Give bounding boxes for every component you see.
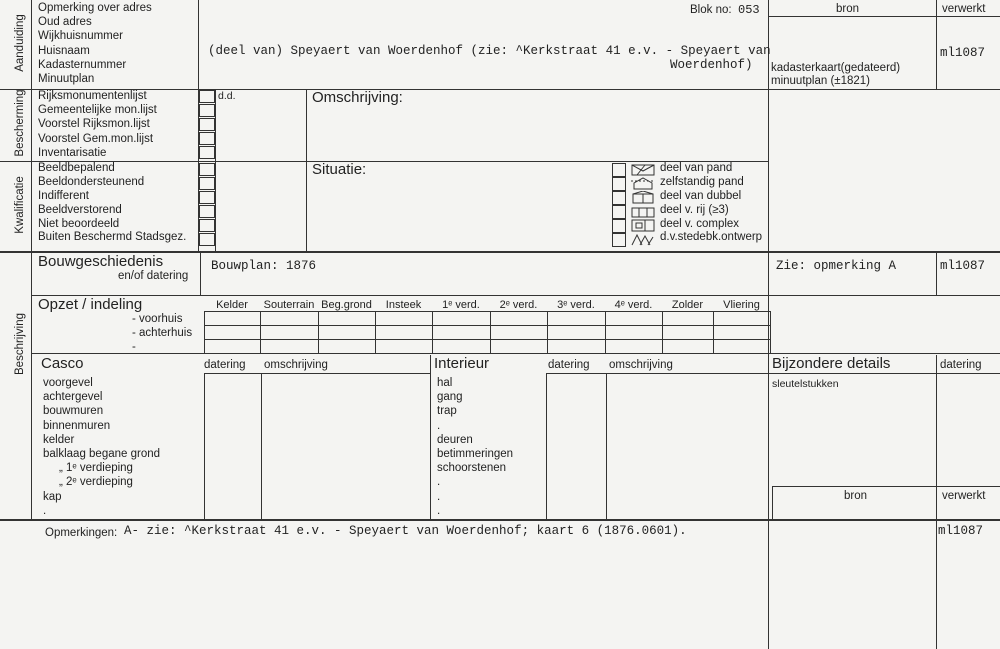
bron-footer-topline: [772, 486, 1000, 487]
opzet-cell[interactable]: [260, 325, 319, 340]
opmerkingen-verwerkt-divider: [936, 520, 937, 649]
verwerkt-header: verwerkt: [942, 3, 986, 15]
kwalificatie-item: Buiten Beschermd Stadsgez.: [38, 231, 187, 244]
opzet-cell[interactable]: [318, 339, 376, 354]
beschrijving-bottom-line: [0, 519, 1000, 521]
verwerkt-column-divider: [936, 0, 937, 89]
opzet-cell[interactable]: [260, 339, 319, 354]
casco-item: „ 2ᵉ verdieping: [59, 476, 133, 489]
opzet-cell[interactable]: [204, 325, 261, 340]
aanduiding-item: Minuutplan: [38, 72, 95, 85]
opzet-column-header: Kelder: [216, 299, 248, 311]
casco-header-underline: [204, 373, 430, 374]
dd-column-line-left: [215, 89, 216, 251]
interieur-item: schoorstenen: [437, 462, 507, 475]
bron-header-underline: [768, 16, 1000, 17]
dd-label: d.d.: [218, 90, 236, 102]
zelfstandig-pand-icon: [631, 177, 655, 190]
opzet-row-achterhuis: - achterhuis: [132, 327, 193, 339]
opzet-column-header: Zolder: [671, 299, 704, 311]
huisnaam-value-line1: (deel van) Speyaert van Woerdenhof (zie: ^Kerkstraat 41 e.v. - Speyaert van: [208, 44, 771, 58]
casco-datering-left: [204, 373, 205, 519]
opmerkingen-text: A- zie: ^Kerkstraat 41 e.v. - Speyaert van Woerdenhof; kaart 6 (1876.0601).: [124, 524, 687, 538]
checkbox-buiten-beschermd[interactable]: [199, 233, 215, 246]
bijzondere-datering-header: datering: [940, 359, 982, 371]
section-label-aanduiding: Aanduiding: [14, 14, 26, 72]
checkbox-zelfstandig-pand[interactable]: [612, 177, 626, 191]
checkbox-deel-v-rij[interactable]: [612, 205, 626, 219]
opzet-cell[interactable]: [432, 339, 491, 354]
left-section-divider: [31, 0, 32, 520]
bouw-verwerkt-divider: [936, 252, 937, 296]
interieur-item: hal: [437, 377, 453, 389]
situatie-list: [660, 162, 762, 245]
casco-item: binnenmuren: [43, 419, 111, 432]
section-label-beschrijving: Beschrijving: [14, 313, 26, 375]
bron-header: bron: [836, 3, 860, 15]
opzet-cell[interactable]: [662, 311, 714, 326]
bron-footer-label: bron: [844, 490, 868, 502]
kwalificatie-item: Niet beoordeeld: [38, 217, 120, 230]
opzet-cell[interactable]: [662, 339, 714, 354]
casco-item: achtergevel: [43, 391, 103, 404]
interieur-item: .: [437, 490, 441, 503]
zie-opmerking-value: Zie: opmerking A: [776, 259, 897, 273]
checkbox-voorstel-gem[interactable]: [199, 132, 215, 145]
opzet-cell[interactable]: [432, 325, 491, 340]
opzet-cell[interactable]: [318, 311, 376, 326]
opmerkingen-label: Opmerkingen:: [45, 527, 118, 539]
checkbox-deel-van-pand[interactable]: [612, 163, 626, 177]
casco-omschrijving-right: [430, 355, 431, 519]
bescherming-item: Voorstel Rijksmon.lijst: [38, 118, 150, 131]
opzet-cell[interactable]: [713, 339, 771, 354]
deel-v-complex-icon: [631, 219, 655, 232]
opzet-column-header: Souterrain: [263, 299, 315, 311]
opzet-cell[interactable]: [490, 325, 548, 340]
opzet-cell[interactable]: [490, 311, 548, 326]
verwerkt-opmerkingen: ml1087: [938, 524, 984, 538]
bron-footer-left: [772, 486, 773, 519]
checkbox-indifferent[interactable]: [199, 191, 215, 204]
blok-value: 053: [738, 3, 760, 17]
deel-van-pand-icon: [631, 163, 655, 176]
checkbox-deel-v-complex[interactable]: [612, 219, 626, 233]
interieur-item: .: [437, 476, 441, 489]
aanduiding-item: Oud adres: [38, 16, 92, 29]
huisnaam-value-line2: Woerdenhof): [670, 58, 753, 72]
checkbox-beeldbepalend[interactable]: [199, 163, 215, 176]
checkbox-beeldverstorend[interactable]: [199, 205, 215, 218]
bouwgeschiedenis-bottom-line: [31, 295, 1000, 296]
opzet-cell[interactable]: [713, 325, 771, 340]
interieur-list: [437, 376, 513, 518]
opzet-column-header: 1ᵉ verd.: [442, 299, 480, 311]
opzet-cell[interactable]: [547, 311, 606, 326]
checkbox-niet-beoordeeld[interactable]: [199, 219, 215, 232]
aanduiding-item: Kadasternummer: [38, 58, 127, 71]
bescherming-item: Rijksmonumentenlijst: [38, 90, 147, 102]
kwalificatie-item: Indifferent: [38, 189, 89, 202]
opzet-cell[interactable]: [662, 325, 714, 340]
deel-van-dubbel-icon: [631, 191, 655, 204]
opzet-cell[interactable]: [375, 311, 433, 326]
interieur-item: .: [437, 504, 441, 517]
aanduiding-list: [38, 1, 152, 86]
kwalificatie-item: Beeldverstorend: [38, 203, 122, 216]
opzet-column-header: 2ᵉ verd.: [499, 299, 538, 311]
bouwplan-value: Bouwplan: 1876: [211, 259, 317, 273]
casco-item: bouwmuren: [43, 405, 104, 418]
casco-item: „ 1ᵉ verdieping: [59, 462, 133, 475]
opzet-cell[interactable]: [204, 339, 261, 354]
opzet-cell[interactable]: [547, 339, 606, 354]
opzet-cell[interactable]: [375, 325, 433, 340]
kwalificatie-item: Beeldbepalend: [38, 162, 115, 174]
situatie-label: Situatie:: [312, 161, 367, 178]
opzet-cell[interactable]: [713, 311, 771, 326]
opzet-cell[interactable]: [605, 339, 663, 354]
stedebouwkundig-ontwerp-icon: [631, 233, 655, 246]
bescherming-list: [38, 89, 157, 160]
checkbox-stedebouwkundig-ontwerp[interactable]: [612, 233, 626, 247]
opzet-label: Opzet / indeling: [38, 296, 143, 313]
aanduiding-item: Huisnaam: [38, 44, 90, 57]
aanduiding-item: Wijkhuisnummer: [38, 30, 123, 43]
bijzondere-header-underline: [768, 373, 1000, 374]
opzet-row-empty: -: [132, 341, 136, 353]
opzet-cell[interactable]: [605, 311, 663, 326]
casco-item: kap: [43, 490, 62, 503]
situatie-item: deel v. rij (≥3): [660, 203, 729, 216]
interieur-datering-right: [606, 373, 607, 519]
omschrijving-label: Omschrijving:: [312, 89, 403, 106]
casco-item: balklaag begane grond: [43, 447, 161, 460]
section-label-bescherming: Bescherming: [14, 89, 26, 157]
kwalificatie-item: Beeldondersteunend: [38, 175, 145, 188]
bouw-label-divider: [200, 252, 201, 296]
bouwgeschiedenis-label: Bouwgeschiedenis: [38, 253, 164, 270]
casco-list: [43, 376, 160, 518]
interieur-item: trap: [437, 405, 457, 418]
interieur-header-underline: [546, 373, 768, 374]
blok-label: Blok no:: [690, 4, 732, 16]
deel-v-rij-icon: [631, 205, 655, 218]
opzet-cell[interactable]: [375, 339, 433, 354]
checkbox-gemeentelijk[interactable]: [199, 104, 215, 117]
interieur-item: gang: [437, 391, 463, 404]
casco-item: kelder: [43, 433, 75, 446]
opzet-cell[interactable]: [204, 311, 261, 326]
opzet-cell[interactable]: [547, 325, 606, 340]
interieur-item: betimmeringen: [437, 447, 514, 460]
opzet-column-header: Vliering: [723, 299, 760, 311]
casco-label: Casco: [41, 355, 84, 372]
section-label-kwalificatie: Kwalificatie: [14, 176, 26, 234]
checkbox-voorstel-rijks[interactable]: [199, 118, 215, 131]
opzet-cell[interactable]: [318, 325, 376, 340]
dd-column-line-right: [306, 89, 307, 251]
bescherming-item: Inventarisatie: [38, 146, 107, 159]
casco-datering-header: datering: [204, 359, 246, 371]
casco-item: .: [43, 504, 47, 517]
opzet-column-header: Beg.grond: [321, 299, 372, 311]
casco-datering-right: [261, 373, 262, 519]
kwalificatie-list: [38, 162, 186, 245]
checkbox-rijksmonument[interactable]: [199, 90, 215, 103]
verwerkt-bouw: ml1087: [940, 259, 986, 273]
checkbox-inventarisatie[interactable]: [199, 146, 215, 159]
opzet-row-voorhuis: - voorhuis: [132, 313, 183, 325]
situatie-item: d.v.stedebk.ontwerp: [660, 231, 763, 244]
aanduiding-item: Opmerking over adres: [38, 2, 152, 14]
opzet-cell[interactable]: [260, 311, 319, 326]
casco-item: voorgevel: [43, 377, 93, 389]
interieur-label: Interieur: [434, 355, 490, 372]
verwerkt-footer-label: verwerkt: [942, 490, 986, 502]
interieur-datering-header: datering: [548, 359, 590, 371]
casco-omschrijving-header: omschrijving: [264, 359, 328, 371]
en-of-datering-label: en/of datering: [118, 270, 189, 282]
bron-kadasterkaart: kadasterkaart(gedateerd): [771, 62, 901, 74]
situatie-item: deel v. complex: [660, 217, 740, 230]
situatie-item: zelfstandig pand: [660, 175, 744, 188]
checkbox-beeldondersteunend[interactable]: [199, 177, 215, 190]
bescherming-item: Gemeentelijke mon.lijst: [38, 104, 157, 117]
interieur-datering-left: [546, 373, 547, 519]
opzet-column-header: Insteek: [385, 299, 422, 311]
bijzondere-item-sleutelstukken: sleutelstukken: [772, 378, 839, 390]
bijzondere-details-label: Bijzondere details: [772, 355, 891, 372]
bijzondere-datering-divider: [936, 355, 937, 519]
opzet-column-header: 4ᵉ verd.: [614, 299, 653, 311]
opzet-column-header: 3ᵉ verd.: [557, 299, 595, 311]
interieur-omschrijving-header: omschrijving: [609, 359, 673, 371]
situatie-item: deel van pand: [660, 162, 733, 174]
opzet-cell[interactable]: [432, 311, 491, 326]
interieur-item: deuren: [437, 433, 473, 446]
checkbox-deel-van-dubbel[interactable]: [612, 191, 626, 205]
bron-minuutplan: minuutplan (±1821): [771, 75, 871, 87]
opzet-cell[interactable]: [490, 339, 548, 354]
verwerkt-huisnaam: ml1087: [940, 46, 986, 60]
bescherming-item: Voorstel Gem.mon.lijst: [38, 132, 154, 145]
opzet-cell[interactable]: [605, 325, 663, 340]
interieur-item: .: [437, 419, 441, 432]
situatie-item: deel van dubbel: [660, 189, 742, 202]
